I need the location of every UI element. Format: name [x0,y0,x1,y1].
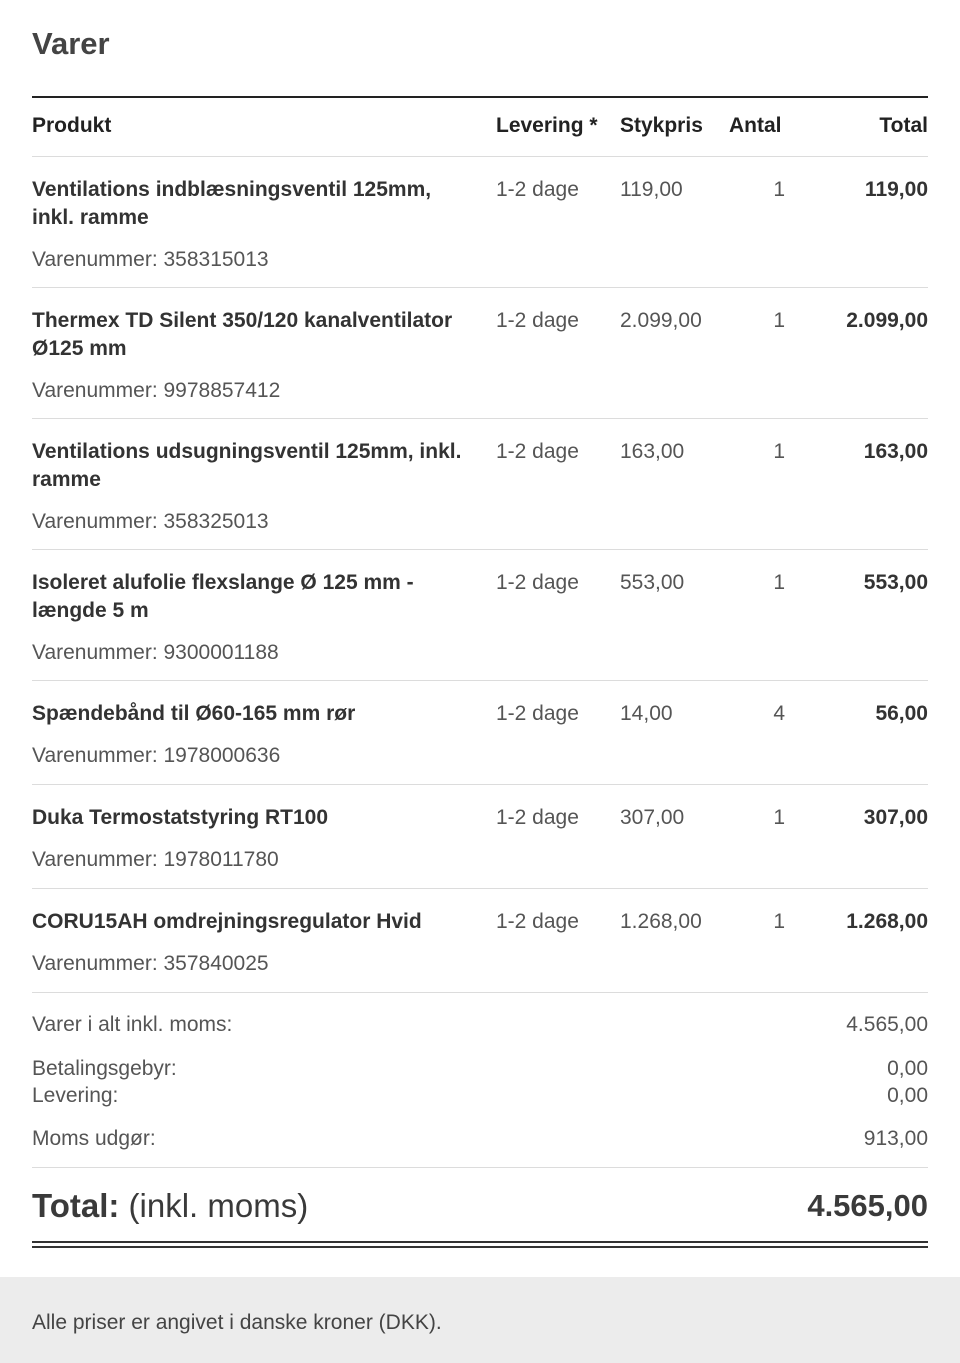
quantity: 4 [773,702,785,725]
quantity: 1 [773,571,785,594]
unit-price: 2.099,00 [620,309,702,332]
grand-total-double-rule [32,1241,928,1248]
table-row [32,288,928,419]
summary-items-value: 4.565,00 [846,1013,928,1036]
table-row [32,785,928,889]
line-total: 119,00 [864,178,928,201]
table-row [32,157,928,288]
summary-delivery-value: 0,00 [887,1084,928,1107]
product-sku: Varenummer: 1978011780 [32,848,279,871]
summary-vat [32,1125,928,1153]
grand-total [32,1186,928,1226]
quantity: 1 [773,440,785,463]
product-sku: Varenummer: 358315013 [32,248,269,271]
product-sku: Varenummer: 1978000636 [32,744,281,767]
delivery-time: 1-2 dage [496,440,579,463]
product-sku: Varenummer: 9978857412 [32,379,281,402]
product-sku: Varenummer: 9300001188 [32,641,279,664]
quantity: 1 [773,910,785,933]
summary-fee-label: Betalingsgebyr: [32,1057,177,1080]
unit-price: 163,00 [620,440,685,463]
product-name: Ventilations udsugningsventil 125mm, inkl. ramme [32,440,462,491]
table-row [32,681,928,785]
header-stykpris: Stykpris [620,114,703,137]
grand-total-suffix: (inkl. moms) [128,1187,309,1224]
line-total: 163,00 [863,440,928,463]
grand-total-label [32,1186,308,1226]
header-divider [32,96,928,98]
summary-items-total [32,1011,928,1039]
summary-items-label: Varer i alt inkl. moms: [32,1013,233,1036]
header-levering: Levering * [496,114,598,137]
unit-price: 307,00 [620,806,685,829]
table-row [32,419,928,550]
grand-total-word: Total: [32,1187,120,1224]
product-name: Ventilations indblæsningsventil 125mm, inkl. ramme [32,178,432,229]
summary-payment-fee [32,1055,928,1083]
total-divider [32,1167,928,1168]
header-antal: Antal [729,114,782,137]
delivery-time: 1-2 dage [496,702,579,725]
grand-total-value: 4.565,00 [807,1188,928,1223]
footer [0,1277,960,1363]
currency-note: Alle priser er angivet i danske kroner (DKK). [32,1311,442,1334]
product-sku: Varenummer: 358325013 [32,510,269,533]
summary-delivery-label: Levering: [32,1084,119,1107]
product-name: Duka Termostatstyring RT100 [32,806,329,829]
delivery-time: 1-2 dage [496,571,579,594]
product-name: CORU15AH omdrejningsregulator Hvid [32,910,422,933]
unit-price: 14,00 [620,702,673,725]
delivery-time: 1-2 dage [496,178,579,201]
delivery-time: 1-2 dage [496,806,579,829]
unit-price: 1.268,00 [620,910,702,933]
table-row [32,889,928,993]
summary-vat-value: 913,00 [863,1127,928,1150]
unit-price: 119,00 [620,178,683,201]
summary-vat-label: Moms udgør: [32,1127,156,1150]
product-name: Isoleret alufolie flexslange Ø 125 mm - længde 5 m [32,571,414,622]
table-header [32,114,928,144]
section-title: Varer [32,26,110,61]
product-sku: Varenummer: 357840025 [32,952,269,975]
header-produkt: Produkt [32,114,112,137]
line-total: 56,00 [875,702,928,725]
delivery-time: 1-2 dage [496,309,579,332]
line-total: 553,00 [863,571,928,594]
summary-delivery [32,1082,928,1110]
unit-price: 553,00 [620,571,685,594]
line-total: 1.268,00 [846,910,928,933]
line-total: 2.099,00 [846,309,928,332]
quantity: 1 [773,309,785,332]
quantity: 1 [773,178,785,201]
product-name: Thermex TD Silent 350/120 kanalventilator Ø125 mm [32,309,453,360]
quantity: 1 [773,806,785,829]
line-total: 307,00 [863,806,928,829]
product-name: Spændebånd til Ø60-165 mm rør [32,702,356,725]
summary-fee-value: 0,00 [887,1057,928,1080]
table-row [32,550,928,681]
order-lines [32,156,928,993]
delivery-time: 1-2 dage [496,910,579,933]
header-total: Total [879,114,928,137]
